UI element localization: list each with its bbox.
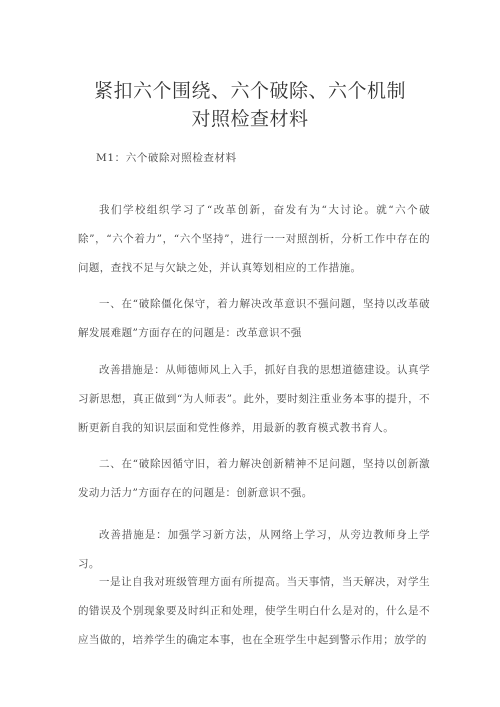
document-subheading: M1：六个破除对照检查材料	[96, 152, 237, 164]
paragraph-section-1: 一、在“破除僵化保守，着力解决改革意识不强问题，坚持以改革破解发展难题”方面存在的问题是：改革意识不强	[78, 298, 430, 339]
document-title-line-1: 紧扣六个围绕、六个破除、六个机制	[93, 80, 406, 102]
paragraph-point-1: 一是让自我对班级管理方面有所提高。当天事情，当天解决，对学生的错误及个别现象要及时纠正和处理，使学生明白什么是对的，什么是不应当做的，培养学生的确定本事，也在全班学生中起到警示作用；放学的	[78, 576, 430, 646]
document-title-line-2: 对照检查材料	[191, 108, 309, 130]
paragraph-section-2: 二、在“破除因循守旧，着力解决创新精神不足问题，坚持以创新激发动力活力”方面存在的问题是：创新意识不强。	[78, 458, 430, 499]
paragraph-intro: 我们学校组织学习了“改革创新，奋发有为“大讨论。就“六个破除”，“六个着力”，“六个坚持”，进行一一对照剖析，分析工作中存在的问题，查找不足与欠缺之处，并认真筹划相应的工作措施。	[78, 204, 430, 274]
paragraph-measures-2: 改善措施是：加强学习新方法，从网络上学习，从旁边教师身上学习。	[78, 529, 430, 570]
paragraph-measures-1: 改善措施是：从师德师风上入手，抓好自我的思想道德建设。认真学习新思想，真正做到“为人师表”。此外，要时刻注重业务本事的提升，不断更新自我的知识层面和党性修养，用最新的教育模式教书育人。	[78, 364, 430, 434]
